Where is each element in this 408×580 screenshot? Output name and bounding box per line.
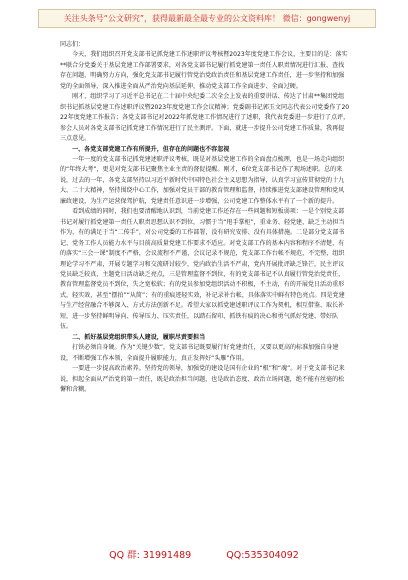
- paragraph-section2-2: 一要进一步提高政治素养。坚持党的领导，加强党的建设是国有企业的“根”和“魂”。对于党支部书记来说，担起全面从严治党的第一责任，既是政治担当问题，也是政治态度、政治立场问题，绝不能有丝毫的松懈和含糊。: [60, 365, 345, 393]
- paragraph-intro-1: 今天，我们组织召开党支部书记抓党建工作述职评议考核暨2023年度党建工作会议，主要目的是：落实**联合分党委关于基层党建工作部署要求，对各党支部书记履行抓党建第一责任人职责情况进行汇报、查找存在问题，明确努力方向，强化党支部书记履行管党治党政治责任和基层党建工作责任，进一步坚持和加强党的全面领导，深入推进全面从严治党向基层延伸，推动党支部工作全面进步、全面过硬。: [60, 51, 348, 90]
- promo-banner: 关注头条号“公文研究”，获得最新最全最专业的公文资料库！ 微信：gongwenyj: [38, 9, 376, 28]
- section-heading-2: 二、抓好基层党组织带头人建设，履职尽责要担当: [72, 333, 206, 341]
- section-heading-1: 一、各党支部党建工作有所提升，但存在的问题也不容忽视: [72, 145, 230, 153]
- paragraph-section2-1: 打铁必须自身硬。作为“关键少数”，党支部书记既要履行好党建责任，又要以更高的标准加强自身建设，不断增强工作本领，全面提升履职能力，真正发挥好“头雁”作用。: [60, 344, 339, 362]
- document-body: [60, 40, 350, 395]
- salutation: 同志们：: [60, 41, 85, 48]
- paragraph-section1-2: 看到成绩的同时，我们也要清醒地认识到，当前党建工作还存在一些问题和短板弱项：一是个别党支部书记对履行抓党建第一责任人职责思想认识不到位，习惯于当“甩手掌柜”，重业务、轻党建，缺乏主动担当作为，有的满足于当“二传手”，对公司党委的工作部署，没有研究安排、没有具体措施。二是部分党支部书记、党务工作人员能力水平与目前高质量党建工作要求不适应。对党支部工作的基本内容和程序不清楚，有的落实“三会一课”制度不严格，会议流程不严谨，会议记录不规范，党支部工作台帐不规范，不完整，组织理论学习不严肃，开展专题学习和交流研讨较少，党内政治生活不严肃，党内开展批评缺乏锋芒，民主评议党员缺乏较真，主题党日活动缺乏亮点，三是管理监督不到位，有的党支部书记不认真履行管党治党责任，教育管理监督党员不到位，失之宽松软；有的党员参加党组织活动不积极，不主动，有的开展党日活动重形式，轻实效，甚至“摆拍”“从简”；有的重痕迹轻实效，补记录补台帐，具体落实中鲜有特色亮点。四是党建与生产经营融合不够深入、方式方法创新不足。希望大家以抓党建述职评议工作为契机，相互借鉴、取长补短，进一步坚持鲜明导向、传导压力、压实责任，以踏石留印、抓铁有痕的决心和勇气抓好党建、带好队伍。: [60, 208, 345, 331]
- paragraph-intro-2: 刚才，组织学习了习近平总书记在二十届中央纪委二次全会上发表的重要讲话、传达了甘肃**集团党组织书记抓基层党建工作述职评议暨2023年度党建工作会议精神；党委副书记郭玉文同志代表公司党委作了2022年度党建工作报告；各党支部书记对2022年抓党建工作情况进行了述职，我代表党委进一步进行了点评，参会人员对各党支部书记抓党建工作情况进行了民主测评。下面，就进一步提升公司党建工作质量，我再提三点意见。: [60, 93, 350, 143]
- footer-qq-group: QQ 群: 31991489: [109, 550, 192, 561]
- footer-qq: QQ:535304092: [226, 550, 299, 561]
- footer-contact: [0, 548, 408, 564]
- paragraph-section1-1: 一年一度的党支部书记抓党建述职评议考核，既是对基层党建工作的全面盘点梳理，也是一场走向组织的“年终大考”，更是对党支部书记聚焦主业主责的督促提醒。刚才，6位党支部书记作了现场述职。总的来说，过去的一年，各党支部坚持以习近平新时代中国特色社会主义思想为指导，认真学习宣传贯彻党的十九大、二十大精神，坚持围绕中心工作，加强对党员干部的教育管理和监督，持续推进党支部建设管理和党风廉政建设，为生产运营保驾护航，党建责任意识进一步增强，公司党建工作整体水平有了一个新的提升。: [60, 155, 345, 205]
